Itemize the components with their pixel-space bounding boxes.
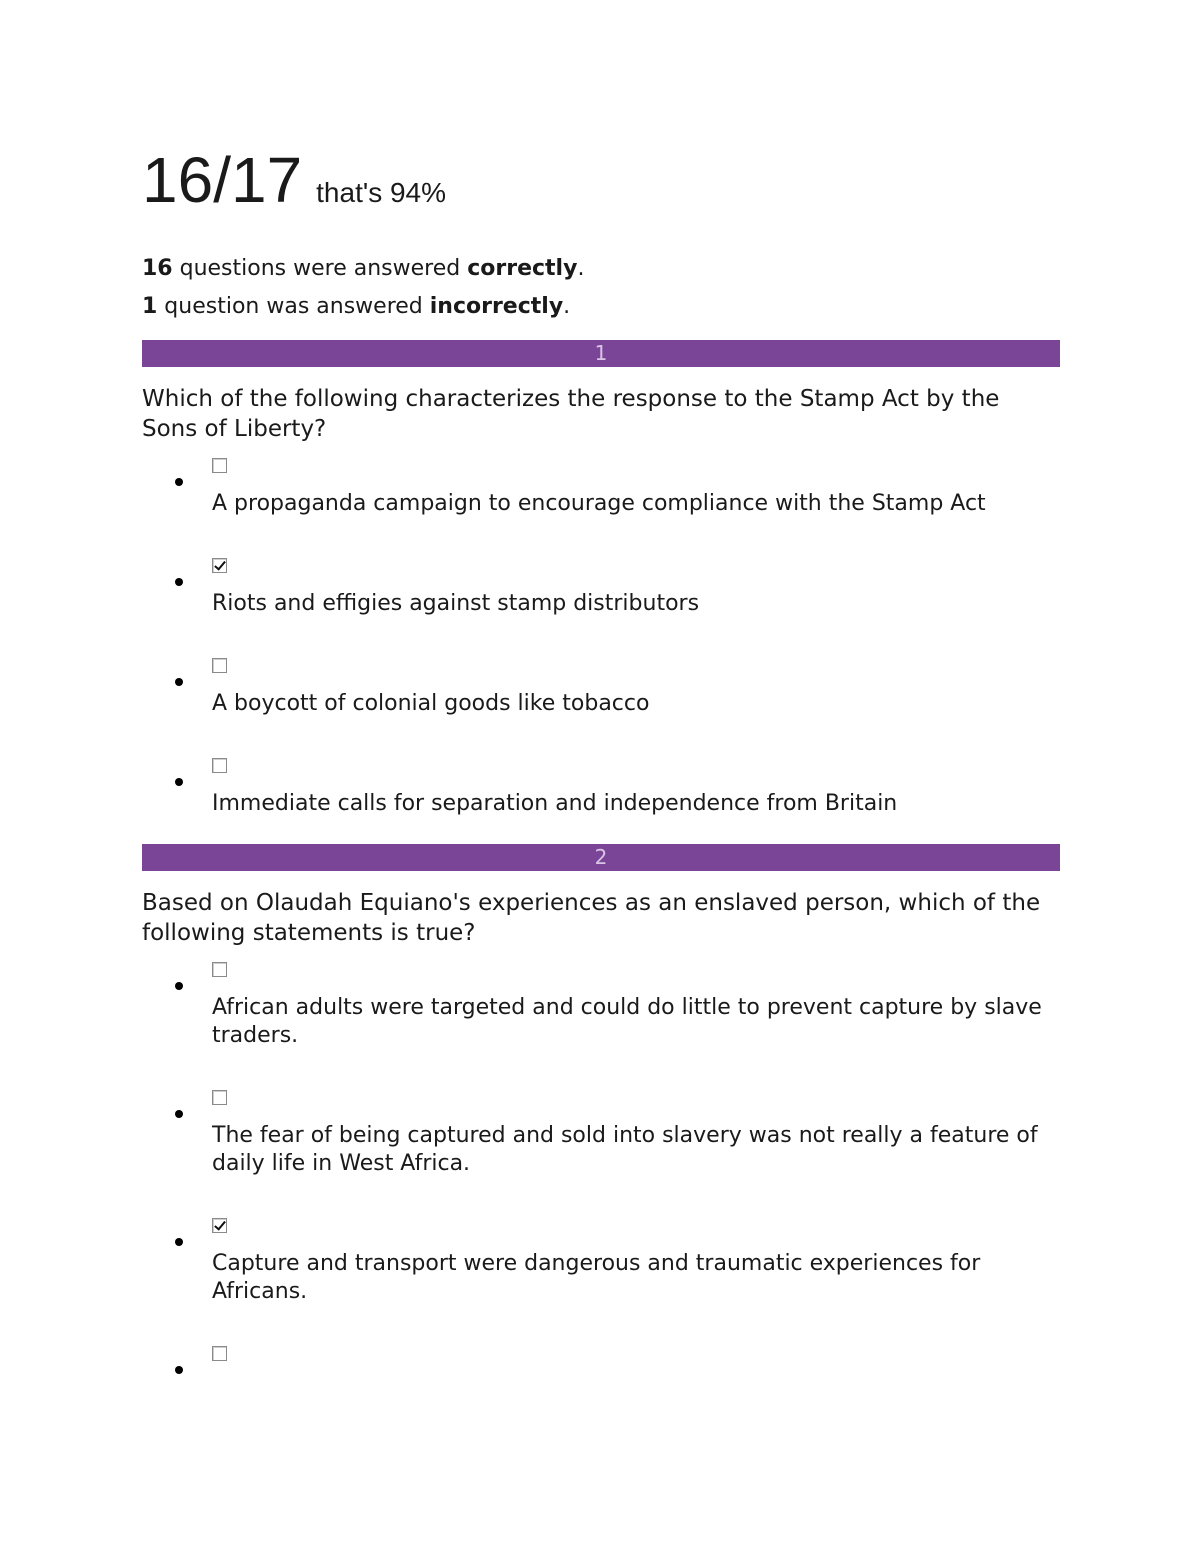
score-header: [142, 140, 1060, 220]
checkbox-icon[interactable]: [212, 1346, 227, 1361]
answer-list: [142, 458, 1060, 818]
answer-option: [142, 1090, 1060, 1178]
answer-list: [142, 962, 1060, 1361]
checkbox-icon[interactable]: [212, 658, 227, 673]
incorrect-period: .: [563, 294, 571, 319]
question-number-bar: 1: [142, 340, 1060, 367]
quiz-results-page: [142, 140, 1060, 1378]
answer-text: Immediate calls for separation and independence from Britain: [212, 791, 898, 816]
answer-option: [142, 1346, 1060, 1361]
question-text: Based on Olaudah Equiano's experiences as an enslaved person, which of the following statements is true?: [142, 890, 1041, 946]
bullet-icon: [175, 778, 183, 786]
checkbox-icon[interactable]: [212, 962, 227, 977]
correct-count: 16: [142, 256, 173, 281]
incorrect-count: 1: [142, 294, 158, 319]
correct-period: .: [577, 256, 585, 281]
answer-text: Capture and transport were dangerous and traumatic experiences for Africans.: [212, 1251, 981, 1304]
answer-option: [142, 558, 1060, 618]
checkbox-icon[interactable]: [212, 1090, 227, 1105]
checkbox-icon[interactable]: [212, 458, 227, 473]
incorrect-summary: [142, 288, 1060, 326]
question-number-bar: 2: [142, 844, 1060, 871]
answer-text: A boycott of colonial goods like tobacco: [212, 691, 650, 716]
score-percent: that's 94%: [316, 177, 447, 208]
bullet-icon: [175, 1366, 183, 1374]
correct-summary-text: questions were answered: [172, 256, 468, 281]
bullet-icon: [175, 982, 183, 990]
incorrect-word: incorrectly: [429, 294, 564, 319]
answer-option: [142, 962, 1060, 1050]
correct-word: correctly: [467, 256, 578, 281]
checkbox-icon[interactable]: [212, 558, 227, 573]
incorrect-summary-text: question was answered: [157, 294, 430, 319]
score-fraction: 16/17: [142, 144, 303, 216]
correct-summary: [142, 250, 1060, 288]
answer-option: [142, 758, 1060, 818]
bullet-icon: [175, 678, 183, 686]
answer-text: The fear of being captured and sold into slavery was not really a feature of daily life in West Africa.: [212, 1123, 1038, 1176]
answer-text: A propaganda campaign to encourage compliance with the Stamp Act: [212, 491, 986, 516]
answer-option: [142, 458, 1060, 518]
question-text: Which of the following characterizes the response to the Stamp Act by the Sons of Liberty?: [142, 386, 1000, 442]
bullet-icon: [175, 478, 183, 486]
checkbox-icon[interactable]: [212, 758, 227, 773]
bullet-icon: [175, 1110, 183, 1118]
answer-option: [142, 1218, 1060, 1306]
bullet-icon: [175, 578, 183, 586]
answer-option: [142, 658, 1060, 718]
answer-text: Riots and effigies against stamp distributors: [212, 591, 700, 616]
answer-text: African adults were targeted and could do little to prevent capture by slave traders.: [212, 995, 1042, 1048]
bullet-icon: [175, 1238, 183, 1246]
checkbox-icon[interactable]: [212, 1218, 227, 1233]
